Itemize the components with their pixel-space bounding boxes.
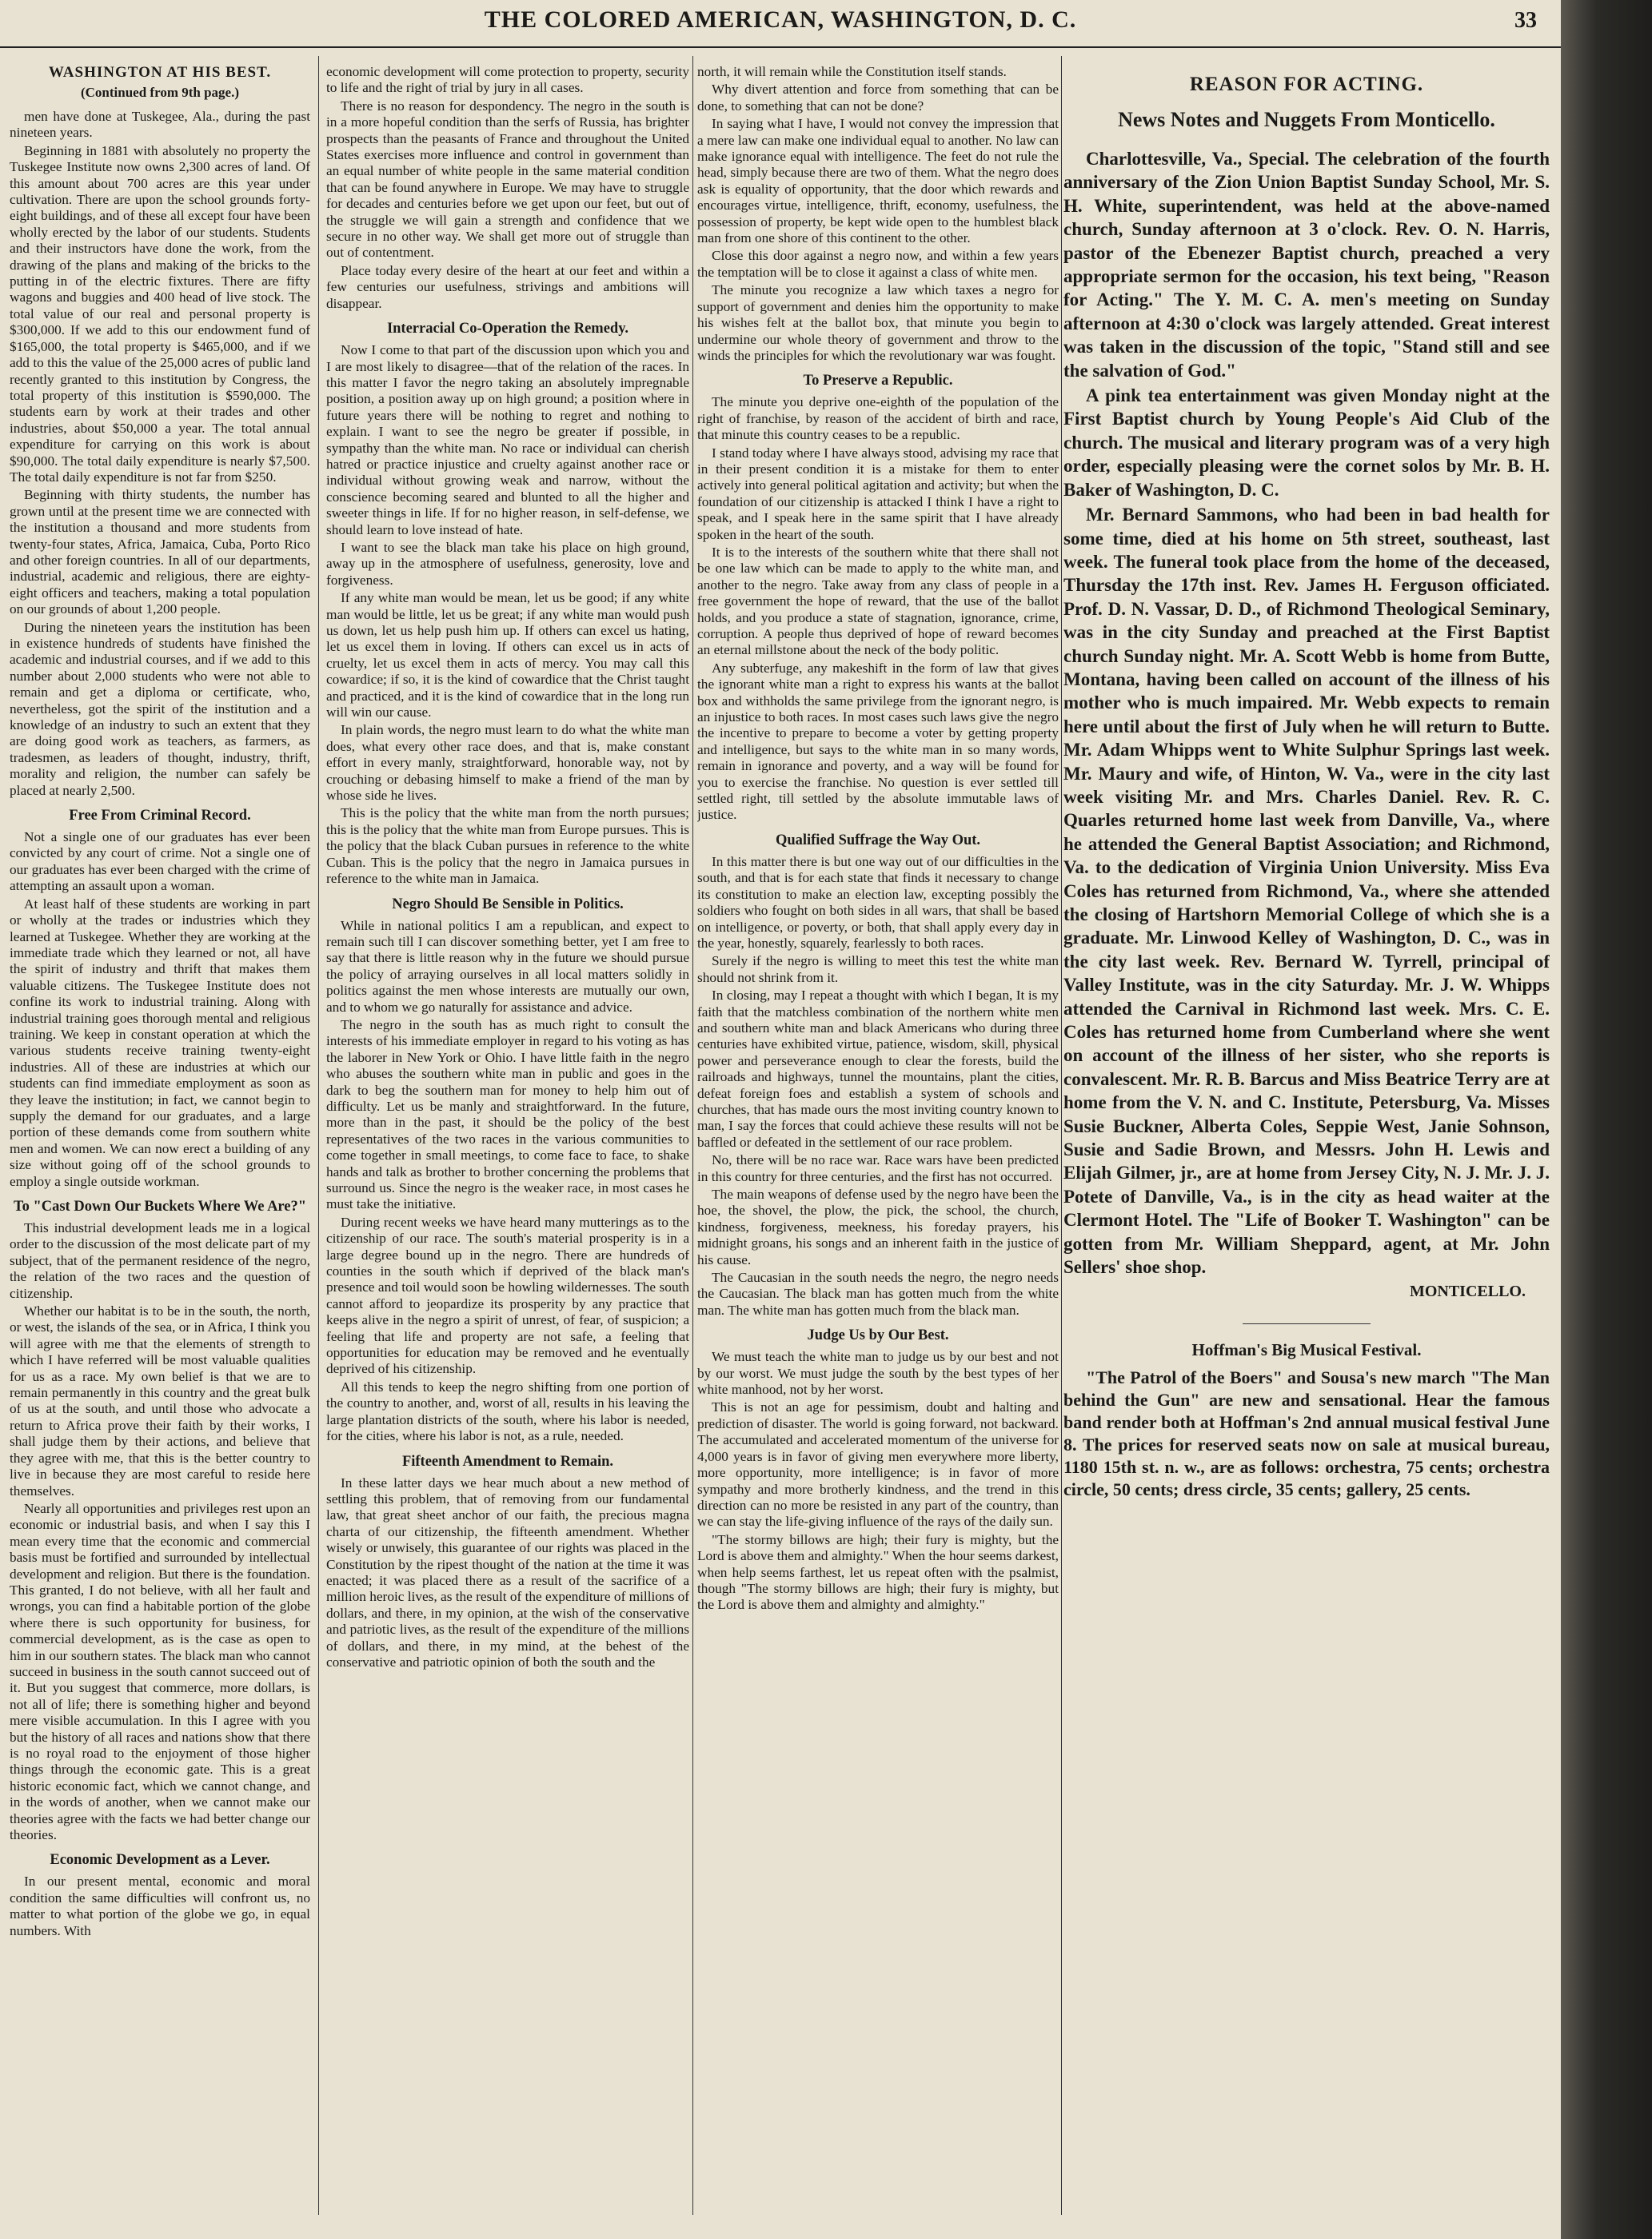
signature: MONTICELLO.: [1409, 1282, 1526, 1300]
paragraph: In this matter there is but one way out of our difficulties in the south, and that is for each state that finds it necessary to change its constitution to make an election law, excepting possibly the soldiers who fought on both sides in all wars, that shall be based on intelligence, or poverty, or both, that shall apply every day in the year, honestly, squarely, fearlessly to both races.: [697, 853, 1059, 951]
paragraph: Mr. Bernard Sammons, who had been in bad health for some time, died at his home on 5th street, southeast, last week. The funeral took place from the home of the deceased, Thursday the 17th inst. Rev. James H. Ferguson officiated. Prof. D. N. Vassar, D. D., of Richmond Theological Seminary, was in the city Sunday and preached at the First Baptist church Sunday night. Mr. A. Scott Webb is home from Butte, Montana, having been called on account of the illness of his mother who is much impaired. Mr. Webb expects to remain here until about the first of July when he will return to Butte. Mr. Adam Whipps went to White Sulphur Springs last week. Mr. Maury and wife, of Hinton, W. Va., were in the city last week visiting Mr. and Mrs. Charles Daniel. Rev. R. C. Quarles returned home last week from Danville, Va., where he attended the General Baptist Association; and Richmond, Va. to the dedication of Virginia Union University. Miss Eva Coles has returned from Richmond, Va., where she attended the closing of Hartshorn Memorial College of which she is a graduate. Mr. Linwood Kelley of Washington, D. C., was in the city last week. Rev. Bernard W. Tyrrell, principal of Valley Institute, was in the city Saturday. Mr. J. W. Whipps attended the Carnival in Richmond last week. Mrs. C. E. Coles has returned home from Cumberland where she went on account of the illness of her sister, who she reports is convalescent. Mr. R. B. Barcus and Miss Beatrice Terry are at home from the V. N. and C. Institute, Petersburg, Va. Misses Susie Buckner, Alberta Coles, Seppie West, Janie Sohnson, Susie and Sadie Brown, and Messrs. John H. Lewis and Elijah Gilmer, jr., are at home from Jersey City, N. J. Mr. J. J. Potete of Danville, Va., is in the city as head waiter at the Clermont Hotel. The "Life of Booker T. Washington" can be gotten from Mr. William Sheppard, agent, at Mr. John Sellers' shoe shop.: [1063, 505, 1550, 1278]
paragraph: In these latter days we hear much about a new method of settling this problem, that of removing from our fundamental law, that great sheet anchor of our faith, the precious magna charta of our citizenship, the fifteenth amendment. Whether wisely or unwisely, this guarantee of our rights was placed in the Constitution by the ripest thought of the nation at the time it was enacted; it was placed there as a result of the sacrifice of a million heroic lives, as the result of the expenditure of millions of dollars, and there, in my opinion, at the wish of the conservative and patriotic lives, as the result of the expenditure of the millions of dollars, and there, in my mind, at the behest of the conservative and patriotic opinion of both the south and the: [326, 1475, 689, 1670]
paragraph: It is to the interests of the southern white that there shall not be one law which can be made to apply to the white man, and another to the negro. Take away from any class of people in a free government the hope of reward, that the use of the ballot holds, and you produce a state of stagnation, ignorance, crime, corruption. A people thus deprived of hope of reward becomes an eternal millstone about the neck of the body politic.: [697, 544, 1059, 658]
paragraph: "The stormy billows are high; their fury is mighty, but the Lord is above them and almighty." When the hour seems darkest, when help seems farthest, let us repeat often with the psalmist, though "The stormy billows are high; their fury is mighty, but the Lord is above them and almighty and almighty.": [697, 1531, 1059, 1613]
section-heading: Economic Development as a Lever.: [50, 1852, 270, 1869]
column-2: [326, 64, 689, 2215]
paragraph: A pink tea entertainment was given Monday night at the First Baptist church by Young People's Aid Club of the church. The musical and literary program was of a very high order, especially pleasing were the cornet solos by Mr. B. H. Baker of Washington, D. C.: [1063, 385, 1550, 500]
section-heading: To "Cast Down Our Buckets Where We Are?": [13, 1199, 307, 1215]
paragraph: north, it will remain while the Constitution itself stands.: [697, 64, 1007, 79]
paragraph: During recent weeks we have heard many mutterings as to the citizenship of our race. The south's material prosperity is in a large degree bound up in the negro. There are hundreds of counties in the south which if deprived of the black man's presence and toil would soon be howling wildernesses. The south cannot afford to jeopardize its prosperity by any practice that keeps alive in the negro a spirit of unrest, of fear, of suspicion; a feeling that life and property are not safe, a feeling that opportunities for education may be removed and he eventually deprived of his citizenship.: [326, 1214, 689, 1377]
paragraph: During the nineteen years the institution has been in existence hundreds of students have finished the academic and industrial courses, and if we add to this number about 2,000 students who were not able to remain and get a diploma or certificate, who, nevertheless, got the spirit of the institution and a knowledge of an industry to such an extent that they are doing good work as teachers, as farmers, as tradesmen, as leaders of thought, industry, thrift, morality and religion, the number can safely be placed at nearly 2,500.: [10, 619, 310, 798]
ad-title: Hoffman's Big Musical Festival.: [1191, 1339, 1422, 1359]
paragraph: Why divert attention and force from something that can be done, to something that can not be done?: [697, 82, 1059, 114]
paragraph: This industrial development leads me in a logical order to the discussion of the most delicate part of my subject, that of the permanent residence of the negro, the relation of the two races and the question of citizenship.: [10, 1220, 310, 1301]
paragraph: Nearly all opportunities and privileges rest upon an economic or industrial basis, and when I say this I mean every time that the economic and commercial basis must be fortified and surrounded by intellectual development and religion. But there is the foundation. This granted, I do not believe, with all her fault and wrongs, you can find a habitable portion of the globe where there is such opportunity for business, for commercial development, as is the case as open to him in our southern states. The black man who cannot succeed in business in the south cannot succeed out of it. But you suggest that commerce, more dollars, is not all of life; there is something higher and beyond mere visible accumulation. In this I agree with you but the history of all races and nations show that there is no royal road to the enjoyment of those higher things through the economic gate. This is a great historic economic fact, which we cannot change, and in the words of another, when we cannot make our theories agree with the facts we had better change our theories.: [10, 1500, 310, 1843]
paragraph: I want to see the black man take his place on high ground, away up in the atmosphere of usefulness, generosity, love and forgiveness.: [326, 539, 689, 588]
paragraph: Beginning in 1881 with absolutely no property the Tuskegee Institute now owns 2,300 acres of land. Of this amount about 700 acres are this year under cultivation. There are upon the school grounds forty-eight buildings, and of these all except four have been wholly erected by the labor of our students. Students and their instructors have done the work, from the drawing of the plans and making of the bricks to the putting in of the electric fixtures. There are fifty wagons and buggies and 400 head of live stock. The total value of our real and personal property is $300,000. If we add to this our endowment fund of $165,000, the total property is $465,000, and if we add to this the value of the 25,000 acres of public land recently granted to this institution by Congress, the total property of this institution is $590,000. The students earn by work at their trades and other industries, about $50,000 a year. The total annual expenditure for carrying on this work is about $90,000. The total daily expenditure is nearly $7,500. The total daily expenditure is not far from $250.: [10, 142, 310, 485]
section-heading: Negro Should Be Sensible in Politics.: [392, 896, 624, 912]
paragraph: Close this door against a negro now, and within a few years the temptation will be to close it against a class of white men.: [697, 248, 1059, 280]
paragraph: This is the policy that the white man from the north pursues; this is the policy that the white man from Europe pursues. This is the policy that the black Cuban pursues in reference to the white Cuban. This is the policy that the negro in Jamaica pursues in reference to the white man in Jamaica.: [326, 805, 689, 887]
column-4: [1063, 64, 1550, 2215]
paragraph: economic development will come protection to property, security to life and the right of trial by jury in all cases.: [326, 64, 689, 96]
divider: [1243, 1323, 1371, 1324]
paragraph: Whether our habitat is to be in the south, the north, or west, the islands of the sea, or in Africa, I think you will agree with me that the elements of strength to which I have referred will be most valuable qualities for us as a race. My own belief is that we are to remain permanently in this country and the great bulk of us at the south, and until those who advocate a return to Africa prove their faith by their works, I shall judge them by their actions, and believe that they agree with me, that this is the better country to live in because they are most careful to reside here themselves.: [10, 1303, 310, 1499]
paragraph: If any white man would be mean, let us be good; if any white man would be little, let us be great; if any white man would push us down, let us help push him up. If others can excel us hating, let us excel them in loving. If others can excel us in acts of cruelty, let us excel them in acts of mercy. You may call this cowardice; if so, it is the kind of cowardice that the Christ taught and practiced, and it is the kind of cowardice that in the long run will win our cause.: [326, 590, 689, 720]
paragraph: In plain words, the negro must learn to do what the white man does, what every other race does, and that is, make constant effort in every manly, straightforward, honorable way, not by crouching or debasing himself to make a friend of the man by whose side he lives.: [326, 722, 689, 804]
paragraph: The main weapons of defense used by the negro have been the hoe, the shovel, the plow, the pick, the school, the church, kindness, forgiveness, meekness, his foreday prayers, his midnight groans, his songs and an inherent faith in the justice of his cause.: [697, 1187, 1059, 1267]
section-heading: Fifteenth Amendment to Remain.: [401, 1453, 614, 1470]
continued-note: (Continued from 9th page.): [80, 85, 240, 100]
paragraph: I stand today where I have always stood, advising my race that in their present condition it is a mistake for them to enter actively into general political agitation and activity; but when the foundation of our citizenship is attacked I think I have a right to speak, and I speak here in the same spirit that I have already spoken in the heart of the south.: [697, 445, 1059, 542]
paragraph: This is not an age for pessimism, doubt and halting and prediction of disaster. The world is going forward, not backward. The accumulated and accelerated momentum of the universe for 4,000 years is in favor of giving men everywhere more liberty, more opportunity, more intelligence; is in favor of more sympathy and more brotherly kindness, and the trend in this direction can no more be resisted in any part of the country, than we can stay the life-giving influence of the rays of the daily sun.: [697, 1399, 1059, 1530]
paragraph: The Caucasian in the south needs the negro, the negro needs the Caucasian. The black man has gotten much from the white man. The white man has gotten much from the black man.: [697, 1270, 1059, 1318]
article-subtitle: News Notes and Nuggets From Monticello.: [1118, 108, 1495, 131]
paragraph: All this tends to keep the negro shifting from one portion of the country to another, and, worst of all, results in his leaving the large plantation districts of the south, where his labor is needed, for the cities, where his labor is not, as a rule, needed.: [326, 1379, 689, 1444]
paragraph: We must teach the white man to judge us by our best and not by our worst. We must judge the south by the best types of her white manhood, not by her worst.: [697, 1349, 1059, 1398]
section-heading: To Preserve a Republic.: [803, 373, 953, 389]
ad-text: "The Patrol of the Boers" and Sousa's new march "The Man behind the Gun" are new and sensational. Hear the famous band render both at Hoffman's 2nd annual musical festival June 8. The prices for reserved seats now on sale at musical bureau, 1180 15th st. n. w., are as follows: orchestra, 75 cents; orchestra circle, 50 cents; dress circle, 35 cents; gallery, 25 cents.: [1063, 1367, 1550, 1499]
paragraph: The minute you recognize a law which taxes a negro for support of government and denies him the opportunity to make his wishes felt at the ballot box, that minute you begin to undermine our whole theory of government and throw to the winds the principles for which the revolutionary war was fought.: [697, 282, 1059, 363]
paragraph: No, there will be no race war. Race wars have been predicted in this country for three centuries, and the first has not occurred.: [697, 1152, 1059, 1184]
paragraph: At least half of these students are working in part or wholly at the trades or industries which they learned at Tuskegee. Whether they are working at the immediate trade which they learned or not, all have the spirit of industry and thrift that makes them valuable citizens. The Tuskegee Institute does not confine its work to industrial training. Along with industrial training goes thorough mental and religious training. We keep in constant operation at which the various students receive training twenty-eight industries. All of these are industries at which our students can find immediate employment as soon as they leave the institution; in fact, we cannot begin to supply the demand for our graduates, and a large portion of these demands come from southern white men and women. We can now erect a building of any size without going off of the school grounds to employ a single outside workman.: [10, 896, 310, 1189]
paragraph: men have done at Tuskegee, Ala., during the past nineteen years.: [10, 109, 310, 141]
section-heading: Free From Criminal Record.: [69, 808, 251, 824]
paragraph: In our present mental, economic and moral condition the same difficulties will confront us, no matter to what portion of the globe we go, in equal numbers. With: [10, 1874, 310, 1938]
article-title: REASON FOR ACTING.: [1189, 74, 1424, 95]
column-rule: [1061, 56, 1062, 2215]
column-rule: [318, 56, 319, 2215]
paragraph: In closing, may I repeat a thought with which I began, It is my faith that the matchless combination of the northern white men and southern white man and black Americans who during three centuries have exhibited virtue, patience, wisdom, skill, physical power and perseverance enough to clear the forests, build the railroads and highways, tunnel the mountains, plant the cities, defeat foreign foes and establish a system of schools and churches, that has made ours the most inviting country known to man, I say the forces that could achieve these results will not be baffled or defeated in the settlement of our race problem.: [697, 988, 1059, 1150]
section-heading: Qualified Suffrage the Way Out.: [775, 832, 981, 848]
paragraph: Beginning with thirty students, the number has grown until at the present time we are connected with the institution a thousand and more students from twenty-four states, Africa, Jamaica, Cuba, Porto Rico and other foreign countries. In all of our departments, industrial, academic and religious, there are eighty-eight officers and teachers, making a total population on our grounds of about 1,200 people.: [10, 487, 310, 617]
paragraph: In saying what I have, I would not convey the impression that a mere law can make one individual equal to another. No law can make ignorance equal with intelligence. The feet do not rule the head, simply because there are two of them. What the negro does ask is equality of opportunity, that the door which rewards and encourages virtue, intelligence, thrift, economy, usefulness, the possession of property, be kept wide open to the humblest black man from one shore of this continent to the other.: [697, 116, 1059, 246]
paragraph: Any subterfuge, any makeshift in the form of law that gives the ignorant white man a right to express his wants at the ballot box and withholds the same privilege from the ignorant negro, is an injustice to both races. In most cases such laws give the negro the incentive to prepare to become a voter by getting property and intelligence, but says to the white man in so many words, remain in ignorance and poverty, and a way will be found for you to exercise the franchise. No question is ever settled till settled right, till settled by the absolute immutable laws of justice.: [697, 660, 1059, 823]
masthead-rule: [0, 46, 1561, 48]
column-1: [10, 64, 310, 2215]
paragraph: There is no reason for despondency. The negro in the south is in a more hopeful condition than the serfs of Russia, has brighter prospects than the peasants of France and throughout the United States exercises more influence and control in government than an equal number of white people in the same material condition that can be found anywhere in Europe. We may have to struggle for decades and centuries before we get upon our feet, but out of the struggle we will gain a strength and confidence that we secure in no other way. We shall get more out of struggle than out of contentment.: [326, 98, 689, 261]
section-heading: Interracial Co-Operation the Remedy.: [386, 321, 629, 337]
paragraph: Now I come to that part of the discussion upon which you and I are most likely to disagree—that of the relation of the races. In this matter I favor the negro taking an absolutely impregnable position, a position away up on high ground; a position where in future years there will be nothing to regret and nothing to explain. I want to see the negro be greater if possible, in sympathy than the white man. No race or individual can cherish hatred or practice injustice and cruelty against another race or individual without growing weak and narrow, without the conscience becoming seared and blunted to all the higher and sweeter things in life. If for no higher reason, in self-defense, we should learn to love instead of hate.: [326, 342, 689, 537]
paragraph: Surely if the negro is willing to meet this test the white man should not shrink from it.: [697, 953, 1059, 985]
article-title: WASHINGTON AT HIS BEST.: [48, 64, 272, 81]
paragraph: Not a single one of our graduates has ever been convicted by any court of crime. Not a single one of our graduates has ever been charged with the crime of attempting an assault upon a woman.: [10, 829, 310, 894]
masthead: THE COLORED AMERICAN, WASHINGTON, D. C.: [484, 6, 1077, 33]
page-edge: [1561, 0, 1652, 2239]
paragraph: Place today every desire of the heart at our feet and within a few centuries our usefulness, strivings and ambitions will disappear.: [326, 262, 689, 311]
paragraph: Charlottesville, Va., Special. The celebration of the fourth anniversary of the Zion Union Baptist Sunday School, Mr. S. H. White, superintendent, was held at the above-named church, Sunday afternoon at 3 o'clock. Rev. O. N. Harris, pastor of the Ebenezer Baptist church, preached a very appropriate sermon for the occasion, his text being, "Reason for Acting." The Y. M. C. A. men's meeting on Sunday afternoon at 4:30 o'clock was largely attended. Great interest was taken in the discussion of the topic, "Stand still and see the salvation of God.": [1063, 149, 1550, 381]
column-3: [697, 64, 1059, 2215]
page-number: 33: [1514, 8, 1537, 33]
column-rule: [692, 56, 693, 2215]
paragraph: The minute you deprive one-eighth of the population of the right of franchise, by reason of the accident of birth and race, that minute this country ceases to be a republic.: [697, 394, 1059, 443]
paragraph: The negro in the south has as much right to consult the interests of his immediate employer in regard to his voting as has the laborer in New York or Ohio. I have little faith in the negro who abuses the southern white man in public and goes in the dark to beg the southern man for money to help him out of difficulty. Let us be manly and straightforward. In the future, more than in the past, it should be the policy of the best representatives of the two races in the various communities to come together in small meetings, to come face to face, to shake hands and talk as brother to brother concerning the problems that surround us. Since the negro is the weaker race, in most cases he must take the initiative.: [326, 1016, 689, 1212]
section-heading: Judge Us by Our Best.: [807, 1327, 949, 1344]
paragraph: While in national politics I am a republican, and expect to remain such till I can discover something better, yet I am free to say that there is little reason why in the future we should pursue the policy of arraying ourselves in all local matters solidly in politics against the men whose interests are mutually our own, and to whom we go naturally for assistance and advice.: [326, 917, 689, 1015]
